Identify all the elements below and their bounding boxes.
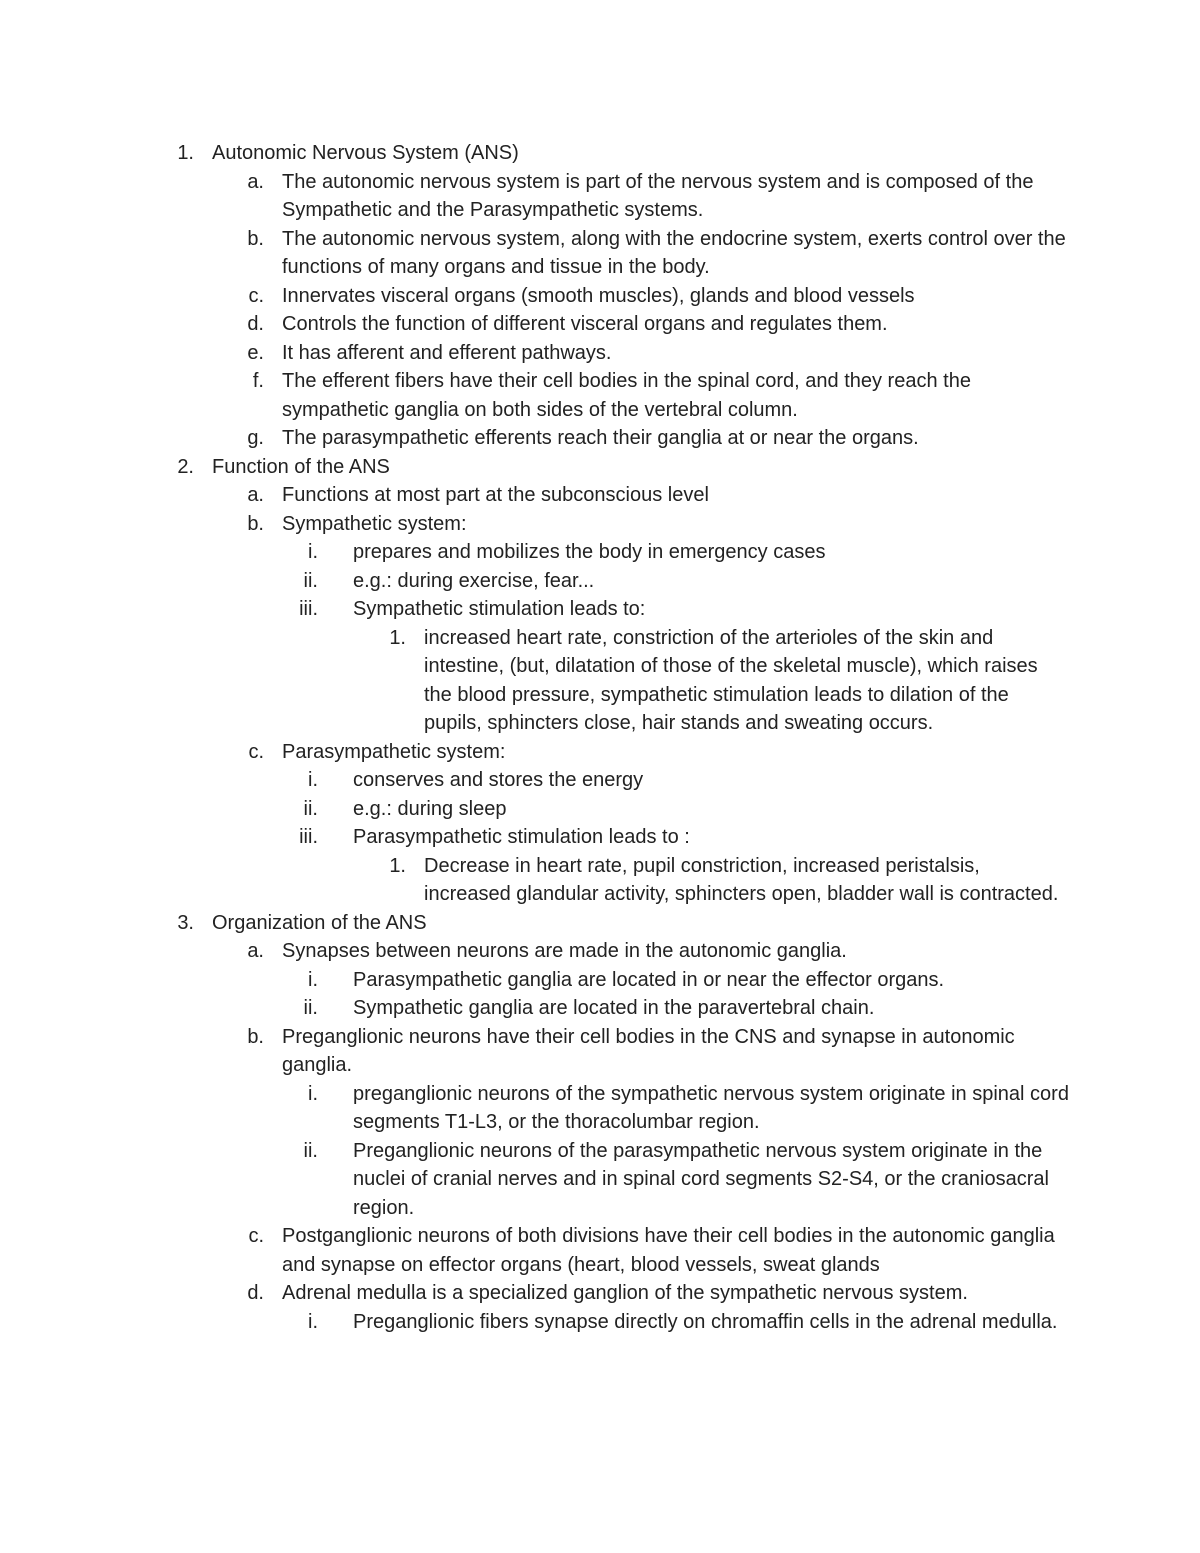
list-item [0, 624, 1200, 738]
section-title: Organization of the ANS [212, 911, 427, 934]
list-marker: a. [247, 940, 264, 962]
list-marker: a. [247, 170, 264, 193]
list-item-text: Preganglionic neurons have their cell bodies in the CNS and synapse in autonomic ganglia. [282, 1025, 1015, 1076]
list-item [0, 852, 1200, 909]
list-marker: ii. [303, 997, 318, 1019]
list-item [0, 168, 1200, 225]
list-item-text: prepares and mobilizes the body in emergency cases [353, 541, 826, 563]
list-marker: c. [248, 284, 264, 307]
list-marker: f. [252, 370, 264, 392]
list-item [0, 795, 1200, 824]
list-marker: a. [247, 484, 264, 506]
list-marker: d. [247, 313, 264, 335]
list-marker: b. [247, 512, 264, 535]
list-marker: i. [308, 968, 318, 991]
list-item [0, 1080, 1200, 1137]
list-item [0, 595, 1200, 624]
list-item-text: Controls the function of different visceral organs and regulates them. [282, 313, 888, 335]
list-item [0, 424, 1200, 453]
list-item-text: Synapses between neurons are made in the autonomic ganglia. [282, 940, 847, 962]
list-item-text: Parasympathetic ganglia are located in or near the effector organs. [353, 968, 945, 991]
list-marker: c. [248, 740, 264, 763]
list-marker: i. [308, 769, 318, 791]
list-marker: g. [247, 427, 264, 449]
list-item [0, 225, 1200, 282]
list-item [0, 1023, 1200, 1080]
list-marker: b. [247, 227, 264, 250]
section-1-heading [0, 139, 1200, 168]
list-marker: 1. [389, 626, 406, 649]
list-item-text: Functions at most part at the subconscious level [282, 484, 709, 506]
list-item-text: e.g.: during sleep [353, 797, 507, 820]
list-marker: 2. [177, 455, 194, 478]
list-item-text: Sympathetic ganglia are located in the paravertebral chain. [353, 997, 875, 1019]
list-item-text: Sympathetic system: [282, 512, 467, 535]
list-item-text: Parasympathetic system: [282, 740, 506, 763]
list-item-text: The parasympathetic efferents reach their ganglia at or near the organs. [282, 427, 919, 449]
list-item [0, 766, 1200, 795]
list-item-text: e.g.: during exercise, fear... [353, 569, 595, 592]
list-item [0, 937, 1200, 966]
list-item-text: Postganglionic neurons of both divisions have their cell bodies in the autonomic ganglia and synapse on effector organs (heart, blood vessels, sweat glands [282, 1225, 1055, 1276]
list-marker: d. [247, 1282, 264, 1304]
list-item-text: Decrease in heart rate, pupil constriction, increased peristalsis, increased glandular activity, sphincters open, bladder wall is contracted. [424, 854, 1059, 905]
list-item-text: The efferent fibers have their cell bodies in the spinal cord, and they reach the sympathetic ganglia on both sides of the vertebral column. [282, 370, 971, 421]
list-item-text: The autonomic nervous system is part of the nervous system and is composed of the Sympathetic and the Parasympathetic systems. [282, 170, 1034, 221]
list-marker: ii. [303, 569, 318, 592]
section-2-heading [0, 453, 1200, 482]
list-marker: i. [308, 1082, 318, 1105]
list-marker: iii. [299, 826, 318, 848]
list-marker: b. [247, 1025, 264, 1048]
list-marker: 3. [177, 911, 194, 934]
list-item [0, 1222, 1200, 1279]
list-item [0, 310, 1200, 339]
list-item [0, 538, 1200, 567]
section-3-heading [0, 909, 1200, 938]
list-item [0, 738, 1200, 767]
list-item [0, 339, 1200, 368]
list-item-text: Preganglionic neurons of the parasympathetic nervous system originate in the nuclei of cranial nerves and in spinal cord segments S2-S4, or the craniosacral region. [353, 1139, 1049, 1219]
list-marker: iii. [299, 598, 318, 620]
list-item-text: conserves and stores the energy [353, 769, 644, 791]
document-body [0, 139, 1200, 1336]
list-marker: i. [308, 1310, 318, 1333]
list-item [0, 994, 1200, 1023]
section-title: Function of the ANS [212, 455, 390, 478]
list-item [0, 1279, 1200, 1308]
list-item [0, 966, 1200, 995]
list-item-text: preganglionic neurons of the sympathetic nervous system originate in spinal cord segments T1-L3, or the thoracolumbar region. [353, 1082, 1069, 1133]
list-item [0, 823, 1200, 852]
list-marker: ii. [303, 797, 318, 820]
list-marker: 1. [177, 142, 194, 164]
list-item-text: Preganglionic fibers synapse directly on chromaffin cells in the adrenal medulla. [353, 1310, 1058, 1333]
list-marker: e. [247, 341, 264, 364]
list-item-text: The autonomic nervous system, along with the endocrine system, exerts control over the functions of many organs and tissue in the body. [282, 227, 1066, 278]
list-item [0, 567, 1200, 596]
list-item-text: It has afferent and efferent pathways. [282, 341, 612, 364]
list-item [0, 282, 1200, 311]
list-item [0, 510, 1200, 539]
list-item [0, 1308, 1200, 1337]
list-item-text: Parasympathetic stimulation leads to : [353, 826, 690, 848]
list-marker: ii. [303, 1139, 318, 1162]
list-item-text: Innervates visceral organs (smooth muscles), glands and blood vessels [282, 284, 915, 307]
list-item-text: Sympathetic stimulation leads to: [353, 598, 646, 620]
list-item-text: increased heart rate, constriction of the arterioles of the skin and intestine, (but, dilatation of those of the skeletal muscle), which raises the blood pressure, sympathetic stimulation leads to dilation of the pupils, sphincters close, hair stands and sweating occurs. [424, 626, 1038, 734]
list-item [0, 367, 1200, 424]
list-marker: 1. [389, 854, 406, 877]
list-marker: c. [248, 1225, 264, 1247]
list-item-text: Adrenal medulla is a specialized ganglion of the sympathetic nervous system. [282, 1282, 968, 1304]
list-marker: i. [308, 541, 318, 563]
list-item [0, 1137, 1200, 1223]
section-title: Autonomic Nervous System (ANS) [212, 142, 519, 164]
list-item [0, 481, 1200, 510]
